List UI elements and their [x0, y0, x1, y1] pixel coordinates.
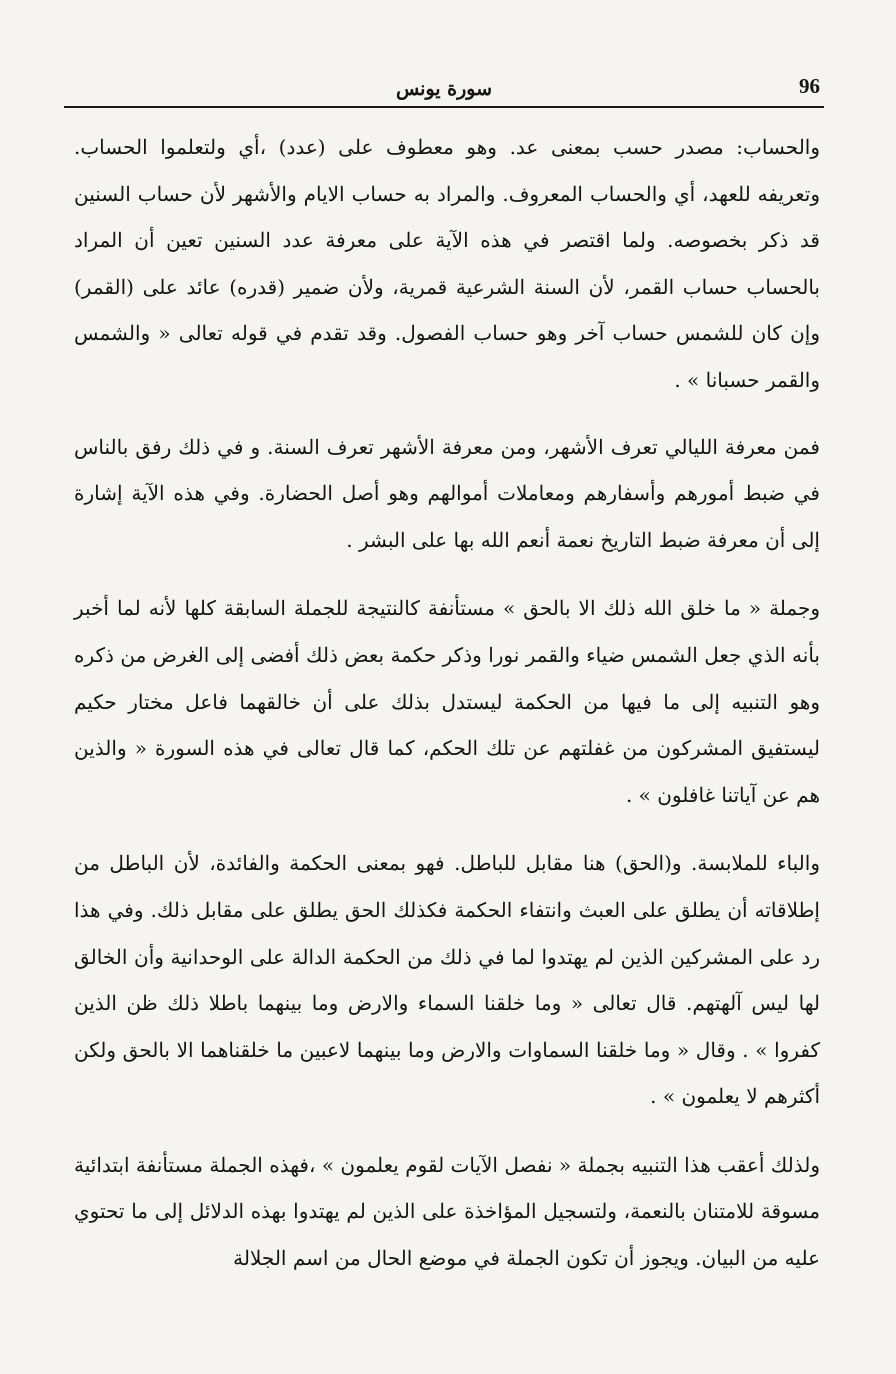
page-number: 96 — [799, 74, 820, 98]
page-header — [64, 68, 824, 108]
paragraph-5: ولذلك أعقب هذا التنبيه بجملة « نفصل الآيات لقوم يعلمون » ،فهذه الجملة مستأنفة ابتدائية مسوقة للامتنان بالنعمة، ولتسجيل المؤاخذة على الذين لم يهتدوا بهذه الدلائل إلى ما تحتوي عليه من البيان. ويجوز أن تكون الجملة في موضع الحال من اسم الجلالة — [74, 1152, 820, 1271]
body-text — [74, 124, 820, 1282]
paragraph-4: والباء للملابسة. و(الحق) هنا مقابل للباطل. فهو بمعنى الحكمة والفائدة، لأن الباطل من إطلاقاته أن يطلق على العبث وانتفاء الحكمة فكذلك الحق يطلق على مقابل ذلك. وفي هذا رد على المشركين الذين لم يهتدوا لما في ذلك من الحكمة الدالة على الوحدانية وأن الخالق لها ليس آلهتهم. قال تعالى « وما خلقنا السماء والارض وما بينهما باطلا ذلك ظن الذين كفروا » . وقال « وما خلقنا السماوات والارض وما بينهما لاعبين ما خلقناهما الا بالحق ولكن أكثرهم لا يعلمون » . — [74, 851, 821, 1109]
paragraph-1: والحساب: مصدر حسب بمعنى عد. وهو معطوف على (عدد) ،أي ولتعلموا الحساب. وتعريفه للعهد، أي والحساب المعروف. والمراد به حساب الايام والأشهر لأن حساب السنين قد ذكر بخصوصه. ولما اقتصر في هذه الآية على معرفة عدد السنين تعين أن المراد بالحساب حساب القمر، لأن السنة الشرعية قمرية، ولأن ضمير (قدره) عائد على (القمر) وإن كان للشمس حساب آخر وهو حساب الفصول. وقد تقدم في قوله تعالى « والشمس والقمر حسبانا » . — [74, 135, 820, 392]
paragraph-3: وجملة « ما خلق الله ذلك الا بالحق » مستأنفة كالنتيجة للجملة السابقة كلها لأنه لما أخبر بأنه الذي جعل الشمس ضياء والقمر نورا وذكر حكمة بعض ذلك أفضى إلى الغرض من ذكره وهو التنبيه إلى ما فيها من الحكمة ليستدل بذلك على أن خالقهما فاعل مختار حكيم ليستفيق المشركون من غفلتهم عن تلك الحكم، كما قال تعالى في هذه السورة « والذين هم عن آياتنا غافلون » . — [74, 596, 820, 807]
surah-title: سورة يونس — [395, 78, 493, 100]
header-rule — [64, 106, 824, 108]
paragraph-2: فمن معرفة الليالي تعرف الأشهر، ومن معرفة الأشهر تعرف السنة. و في ذلك رفق بالناس في ضبط أمورهم وأسفارهم ومعاملات أموالهم وهو أصل الحضارة. وفي هذه الآية إشارة إلى أن معرفة ضبط التاريخ نعمة أنعم الله بها على البشر . — [74, 434, 820, 552]
